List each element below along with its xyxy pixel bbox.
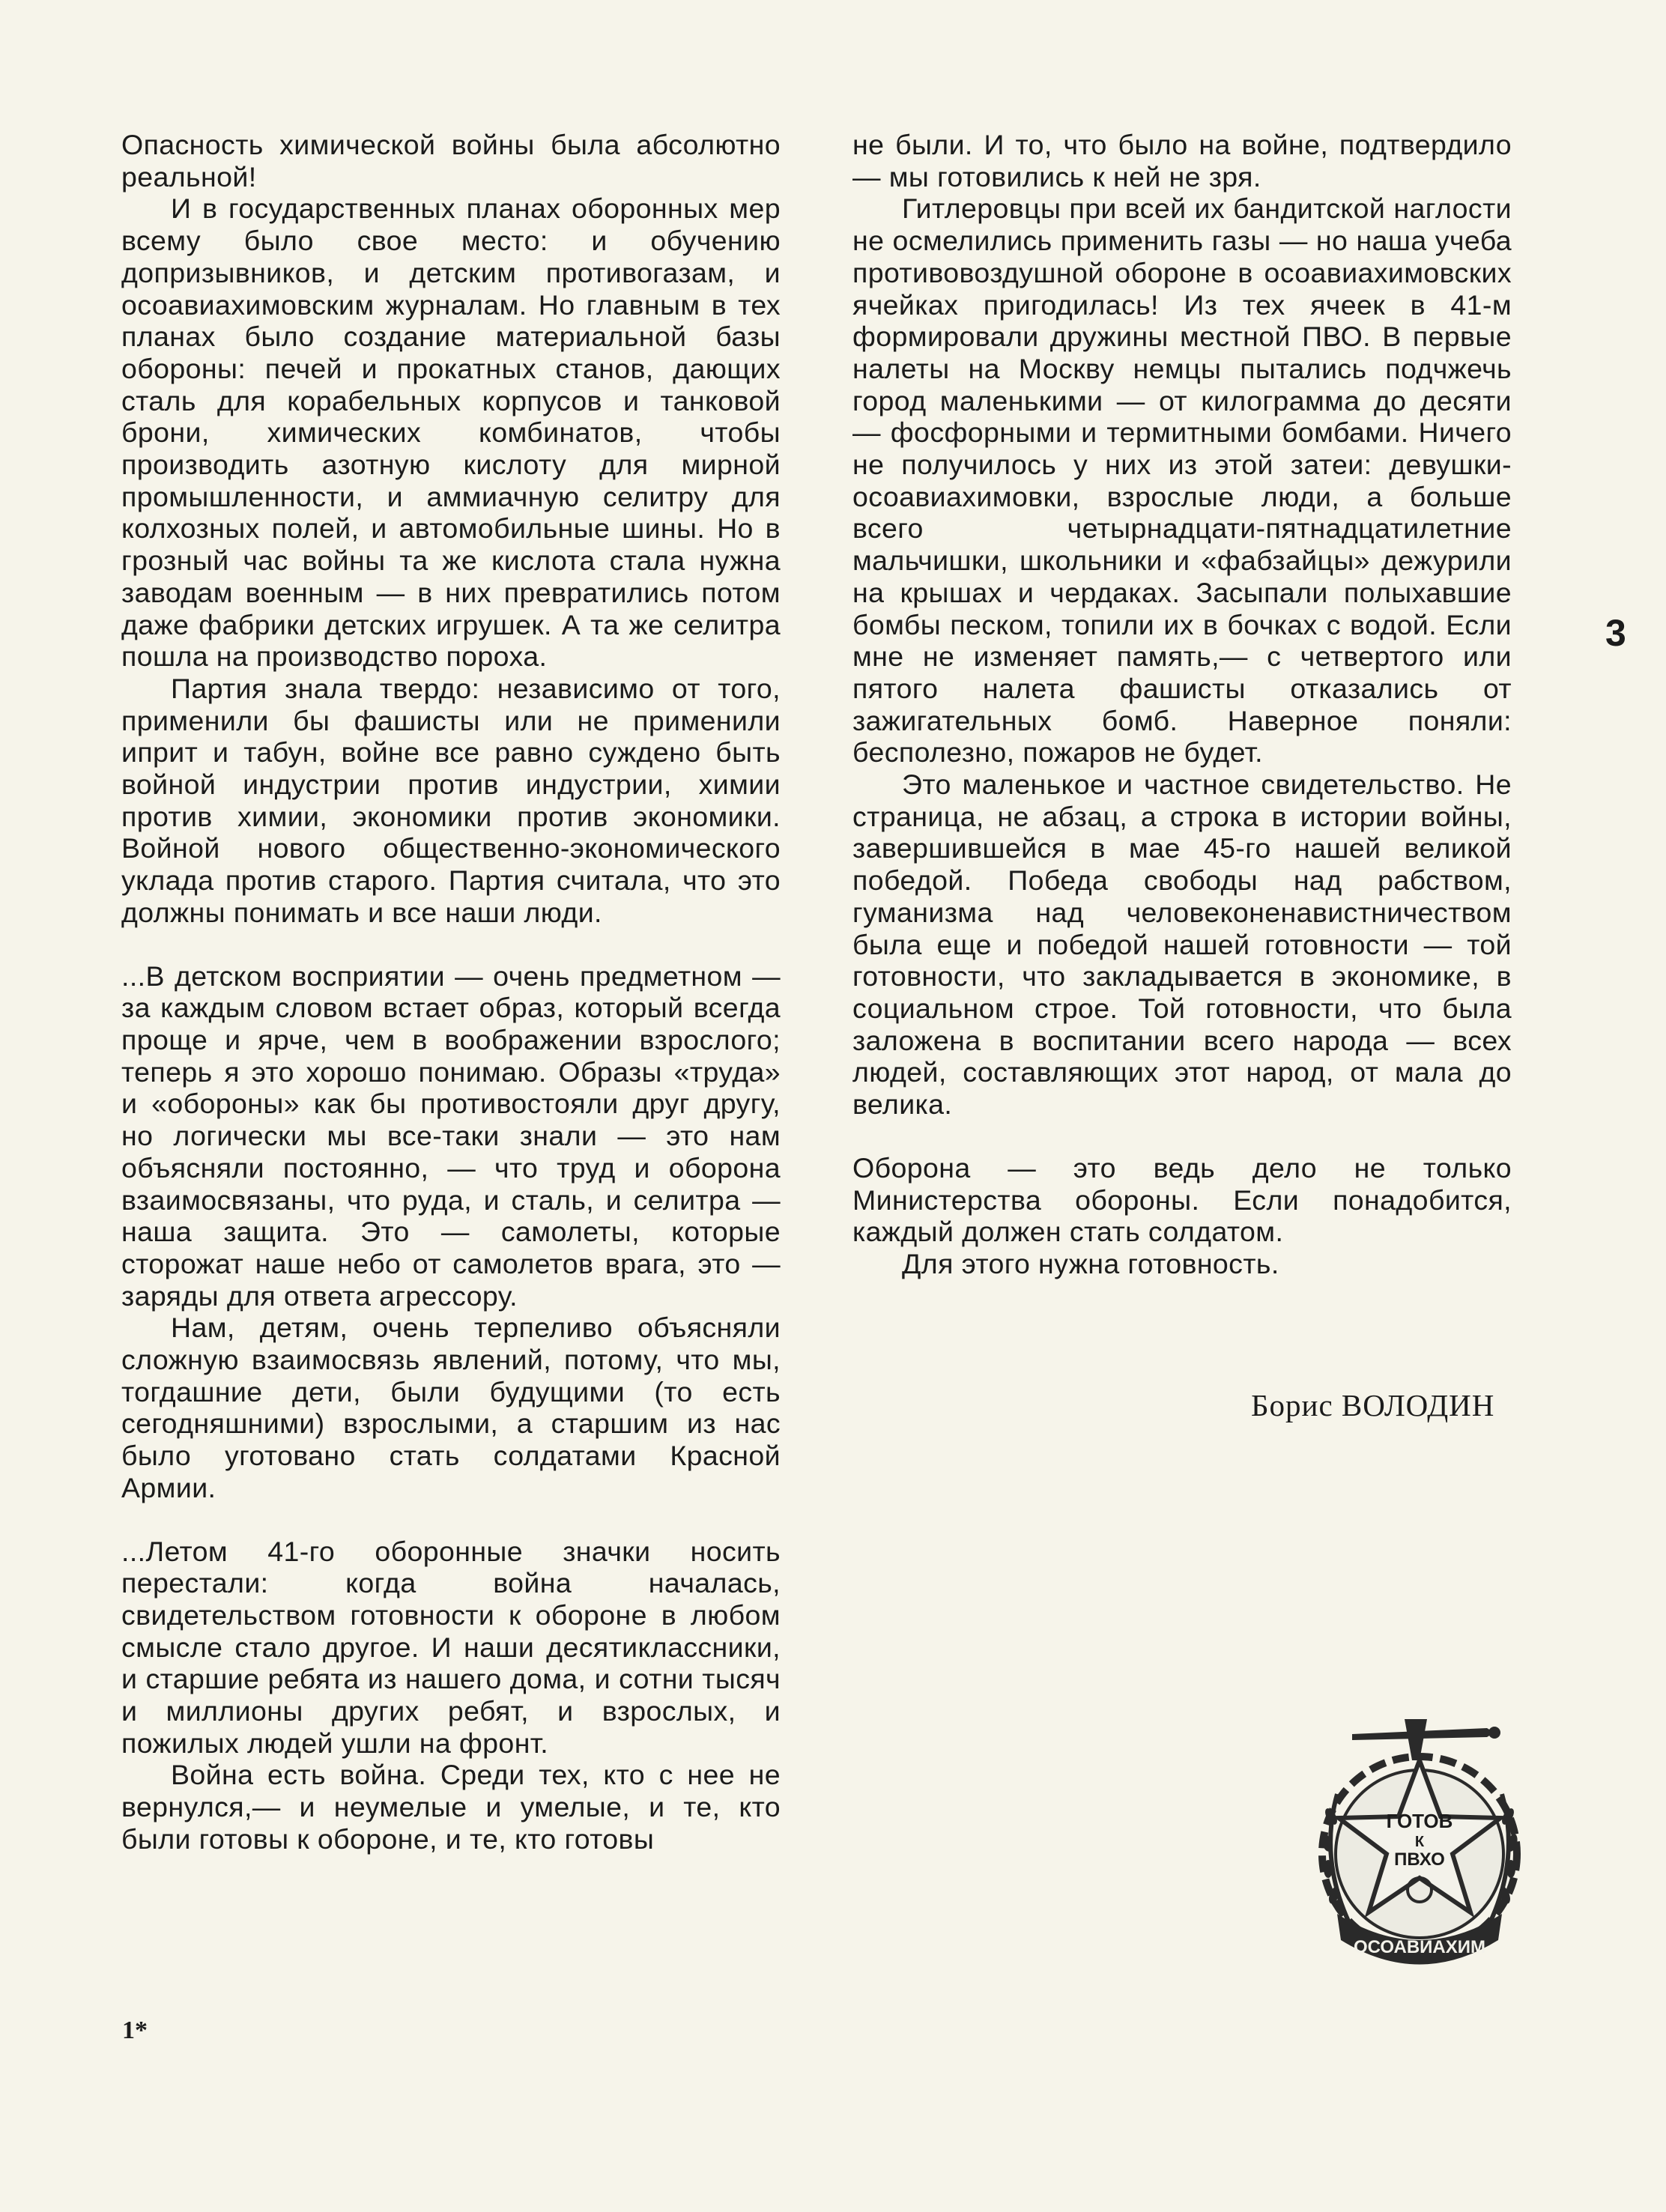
paragraph: не были. И то, что было на войне, подтвердило — мы готовились к ней не зря. — [852, 129, 1512, 193]
paragraph: Для этого нужна готовность. — [902, 1247, 1279, 1279]
badge-inscription: ГОТОВ — [1386, 1810, 1453, 1832]
paragraph: Война есть война. Среди тех, кто с нее не вернулся,— и неумелые и умелые, и те, кто были готовы к обороне, и те, кто готовы — [121, 1759, 781, 1855]
paragraph: ...Летом 41-го оборонные значки носить перестали: когда война началась, свидетельством готовности к обороне в любом смысле стало другое. И наши десятиклассники, и старшие ребята из нашего дома, и сотни тысяч и миллионы других ребят, и взрослых, и пожилых людей ушли на фронт. — [121, 1535, 781, 1759]
article-right-column — [852, 129, 1512, 1280]
osoaviakhim-badge-icon — [1307, 1689, 1532, 1989]
sheet-mark: 1* — [122, 2016, 148, 2044]
paragraph: Партия знала твердо: независимо от того, применили бы фашисты или не применили иприт и табун, войне все равно суждено быть войной индустрии против индустрии, химии против химии, экономики против экономики. Войной нового общественно-экономического уклада против старого. Партия считала, что это должны понимать и все наши люди. — [121, 672, 781, 928]
paragraph: Опасность химической войны была абсолютно реальной! — [121, 129, 781, 193]
paragraph: Нам, детям, очень терпеливо объясняли сложную взаимосвязь явлений, потому, что мы, тогдашние дети, были будущими (то есть сегодняшними) взрослыми, а старшим из нас было уготовано стать солдатами Красной Армии. — [121, 1312, 781, 1503]
page-number: 3 — [1605, 612, 1626, 654]
paragraph: Оборона — это ведь дело не только Министерства обороны. Если понадобится, каждый должен стать солдатом. — [852, 1151, 1512, 1248]
author-signature: Борис ВОЛОДИН — [1251, 1388, 1495, 1422]
badge-inscription: ПВХО — [1394, 1849, 1445, 1870]
paragraph: ...В детском восприятии — очень предметном — за каждым словом встает образ, который всегда проще и ярче, чем в воображении взрослого; теперь я это хорошо понимаю. Образы «труда» и «обороны» как бы противостояли друг другу, но логически мы все-таки знали — это нам объясняли постоянно, — что труд и оборона взаимосвязаны, что руда, и сталь, и селитра — наша защита. Это — самолеты, которые сторожат наше небо от самолетов врага, это — заряды для ответа агрессору. — [121, 960, 781, 1312]
badge-inscription: К — [1414, 1834, 1425, 1850]
paragraph: И в государственных планах оборонных мер всему было свое место: и обучению допризывников, и детским противогазам, и осоавиахимовским журналам. Но главным в тех планах было создание материальной базы обороны: печей и прокатных станов, дающих сталь для корабельных корпусов и танковой брони, химических комбинатов, чтобы производить азотную кислоту для мирной промышленности, и аммиачную селитру для колхозных полей, и автомобильные шины. Но в грозный час войны та же кислота стала нужна заводам военным — в них превратились потом даже фабрики детских игрушек. А та же селитра пошла на производство пороха. — [121, 193, 781, 673]
badge-ribbon-text: ОСОАВИАХИМ — [1354, 1937, 1485, 1957]
paragraph: Гитлеровцы при всей их бандитской наглости не осмелились применить газы — но наша учеба противовоздушной обороне в осоавиахимовских ячейках пригодилась! Из тех ячеек в 41-м формировали дружины местной ПВО. В первые налеты на Москву немцы пытались подчжечь город маленькими — от килограмма до десяти — фосфорными и термитными бомбами. Ничего не получилось у них из этой затеи: девушки-осоавиахимовки, взрослые люди, а больше всего четырнадцати-пятнадцатилетние мальчишки, школьники и «фабзайцы» дежурили на крышах и чердаках. Засыпали полыхавшие бомбы песком, топили их в бочках с водой. Если мне не изменяет память,— с четвертого или пятого налета фашисты отказались от зажигательных бомб. Наверное поняли: бесполезно, пожаров не будет. — [852, 193, 1512, 769]
article-left-column — [121, 129, 781, 1855]
paragraph: Это маленькое и частное свидетельство. Не страница, не абзац, а строка в истории войны, завершившейся в мае 45-го нашей великой победой. Победа свободы над рабством, гуманизма над человеконенавистничеством была еще и победой нашей готовности — той готовности, что закладывается в экономике, в социальном строе. Той готовности, что была заложена в воспитании всего народа — всех людей, составляющих этот народ, от мала до велика. — [852, 769, 1512, 1121]
